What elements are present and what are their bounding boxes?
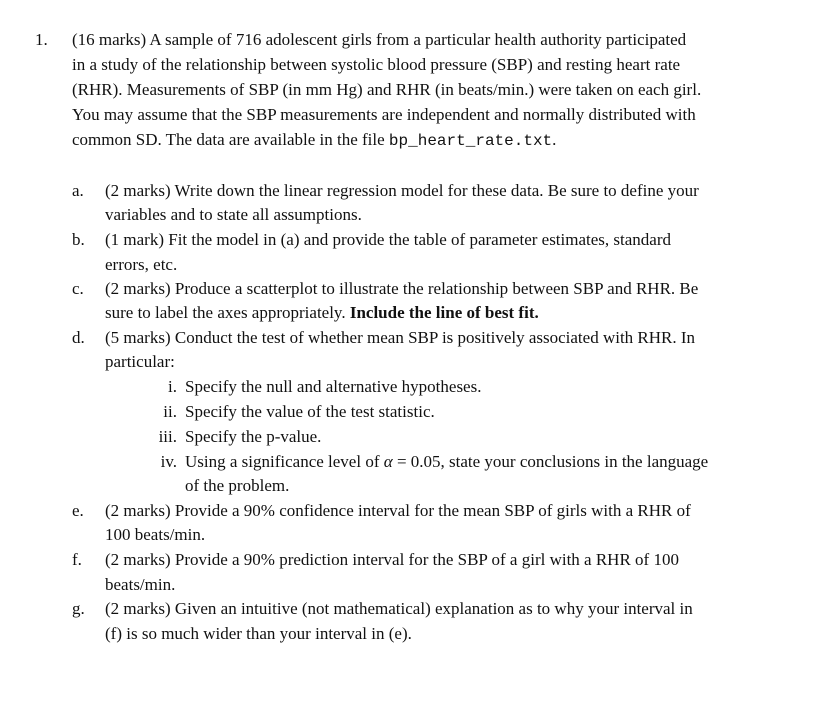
part-b-line-2: errors, etc. bbox=[105, 255, 178, 274]
part-c-line-1: (2 marks) Produce a scatterplot to illustrate the relationship between SBP and RHR. Be bbox=[105, 279, 699, 298]
question-intro-line-2: in a study of the relationship between systolic blood pressure (SBP) and resting heart rate bbox=[72, 55, 681, 74]
part-b-line-1: (1 mark) Fit the model in (a) and provide the table of parameter estimates, standard bbox=[105, 230, 671, 249]
sub-iii-label: iii. bbox=[158, 427, 177, 446]
part-g-line-1: (2 marks) Given an intuitive (not mathematical) explanation as to why your interval in bbox=[105, 599, 693, 618]
sub-i-label: i. bbox=[168, 377, 177, 396]
part-a-line-2: variables and to state all assumptions. bbox=[105, 205, 362, 224]
part-a-line-1: (2 marks) Write down the linear regression model for these data. Be sure to define your bbox=[105, 181, 699, 200]
part-e-label: e. bbox=[72, 501, 84, 520]
sub-iv-text-cont: = 0.05, state your conclusions in the language bbox=[392, 452, 709, 471]
data-filename: bp_heart_rate.txt bbox=[388, 132, 553, 150]
part-e-line-1: (2 marks) Provide a 90% confidence interval for the mean SBP of girls with a RHR of bbox=[105, 501, 691, 520]
question-intro-line-5 bbox=[72, 129, 556, 152]
sub-iv-label: iv. bbox=[160, 452, 177, 471]
part-c-label: c. bbox=[72, 279, 84, 298]
sub-iv-text: Using a significance level of bbox=[185, 452, 384, 471]
part-d-line-2: particular: bbox=[105, 352, 175, 371]
part-b-label: b. bbox=[72, 230, 85, 249]
question-intro-line-1: (16 marks) A sample of 716 adolescent girls from a particular health authority participated bbox=[72, 30, 687, 49]
alpha-symbol: α bbox=[383, 452, 393, 471]
intro-text: common SD. The data are available in the file bbox=[72, 130, 389, 149]
part-d-line-1: (5 marks) Conduct the test of whether mean SBP is positively associated with RHR. In bbox=[105, 328, 696, 347]
part-c-line-2 bbox=[105, 302, 539, 324]
question-number: 1. bbox=[35, 30, 48, 49]
part-f-line-1: (2 marks) Provide a 90% prediction interval for the SBP of a girl with a RHR of 100 bbox=[105, 550, 679, 569]
part-f-label: f. bbox=[72, 550, 82, 569]
part-c-text: sure to label the axes appropriately. bbox=[105, 303, 350, 322]
part-f-line-2: beats/min. bbox=[105, 575, 176, 594]
part-g-label: g. bbox=[72, 599, 85, 618]
sub-ii-label: ii. bbox=[163, 402, 177, 421]
part-e-line-2: 100 beats/min. bbox=[105, 525, 206, 544]
intro-period: . bbox=[552, 130, 557, 149]
sub-i-text: Specify the null and alternative hypotheses. bbox=[185, 377, 482, 396]
sub-iv-line-1 bbox=[185, 451, 708, 473]
part-a-label: a. bbox=[72, 181, 84, 200]
sub-ii-text: Specify the value of the test statistic. bbox=[185, 402, 435, 421]
question-intro-line-4: You may assume that the SBP measurements are independent and normally distributed with bbox=[72, 105, 696, 124]
part-c-emphasis: Include the line of best fit. bbox=[349, 303, 539, 322]
question-intro-line-3: (RHR). Measurements of SBP (in mm Hg) and RHR (in beats/min.) were taken on each girl. bbox=[72, 80, 702, 99]
part-d-label: d. bbox=[72, 328, 85, 347]
part-g-line-2: (f) is so much wider than your interval in (e). bbox=[105, 624, 412, 643]
sub-iv-line-2: of the problem. bbox=[185, 476, 290, 495]
sub-iii-text: Specify the p-value. bbox=[185, 427, 322, 446]
